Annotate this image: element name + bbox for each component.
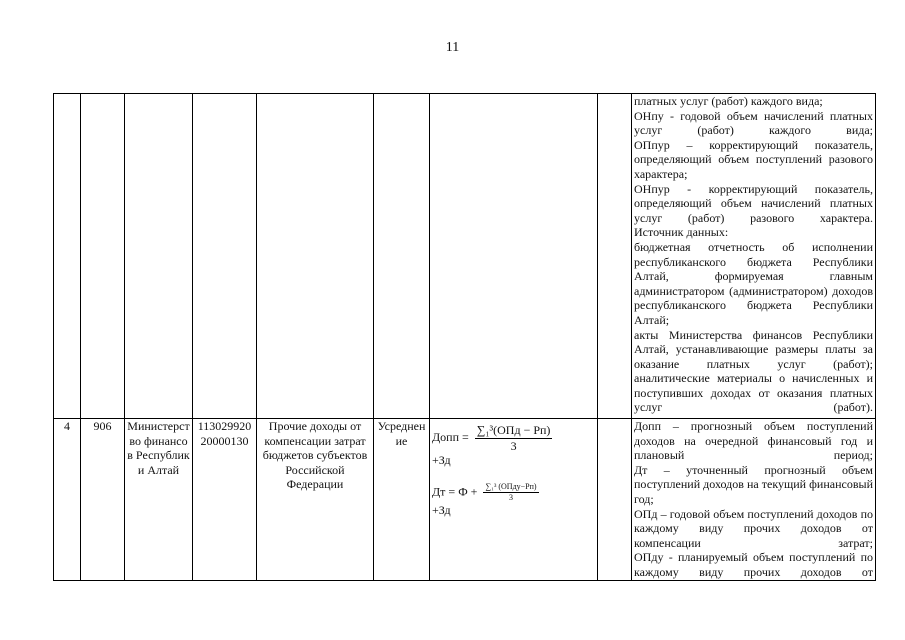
administrator-name: Министерство финансов Республики Алтай: [125, 419, 193, 581]
desc-line: Допп – прогнозный объем поступлений доходов на очередной финансовый год и плановый период;: [634, 419, 873, 463]
desc-line: ОПду - планируемый объем поступлений по каждому виду прочих доходов от: [634, 550, 873, 579]
formula-2-fraction: [483, 482, 538, 503]
formula-1-denominator: 3: [510, 438, 517, 453]
formula-1: [432, 423, 595, 468]
calculation-method: Усреднение: [374, 419, 430, 581]
desc-line: ОНпу - годовой объем начислений платных услуг (работ) каждого вида;: [634, 108, 873, 138]
formula-2-tail: +Зд: [432, 502, 451, 517]
cell-blank: [598, 419, 632, 581]
desc-line: Источник данных:: [634, 225, 729, 240]
formula-1-fraction: [475, 423, 553, 453]
cell-blank: [598, 94, 632, 419]
cell-method: [374, 94, 430, 419]
cell-num: [54, 94, 81, 419]
admin-code: 906: [81, 419, 125, 581]
methodology-table: [53, 93, 876, 581]
table-row: [54, 419, 876, 581]
formula-2-numerator: ∑₁³ (ОПду−Рп): [485, 481, 537, 491]
desc-line: ОПпур – корректирующий показатель, определяющий объем поступлений разового характера;: [634, 137, 873, 181]
income-name: Прочие доходы от компенсации затрат бюджетов субъектов Российской Федерации: [257, 419, 374, 581]
cell-formula: [430, 94, 598, 419]
table-row: [54, 94, 876, 419]
formula-cell: [430, 419, 598, 581]
formula-1-tail: +Зд: [432, 453, 451, 468]
row-number: 4: [54, 419, 81, 581]
desc-line: ОНпур - корректирующий показатель, определяющий объем начислений платных услуг (работ) разового характера.: [634, 181, 873, 225]
formula-2-denominator: 3: [509, 492, 513, 502]
desc-line: платных услуг (работ) каждого вида;: [634, 94, 823, 108]
cell-description: [632, 94, 876, 419]
desc-line: бюджетная отчетность об исполнении республиканского бюджета Республики Алтай, формируемая главным администратором (администратором) доходов республиканского бюджета Республики Алтай;: [634, 239, 873, 327]
formula-1-numerator: ∑₁³(ОПд − Рп): [476, 423, 551, 437]
cell-kbk: [193, 94, 257, 419]
formula-2: [432, 482, 595, 518]
desc-line: Дт – уточненный прогнозный объем поступлений доходов на текущий финансовый год;: [634, 462, 873, 506]
kbk-code: 11302992020000130: [193, 419, 257, 581]
desc-line: аналитические материалы о начисленных и поступивших доходах от оказания платных услуг (работ).: [634, 371, 873, 415]
formula-1-lhs: Допп =: [432, 429, 469, 444]
desc-line: акты Министерства финансов Республики Алтай, устанавливающие размеры платы за оказание платных услуг (работ);: [634, 327, 873, 371]
cell-org: [125, 94, 193, 419]
desc-line: ОПд – годовой объем поступлений доходов по каждому виду прочих доходов от компенсации затрат;: [634, 506, 873, 550]
cell-code: [81, 94, 125, 419]
cell-name: [257, 94, 374, 419]
cell-description: [632, 419, 876, 581]
formula-2-lhs: Дт = Ф +: [432, 484, 478, 499]
page-number: 11: [445, 40, 460, 55]
